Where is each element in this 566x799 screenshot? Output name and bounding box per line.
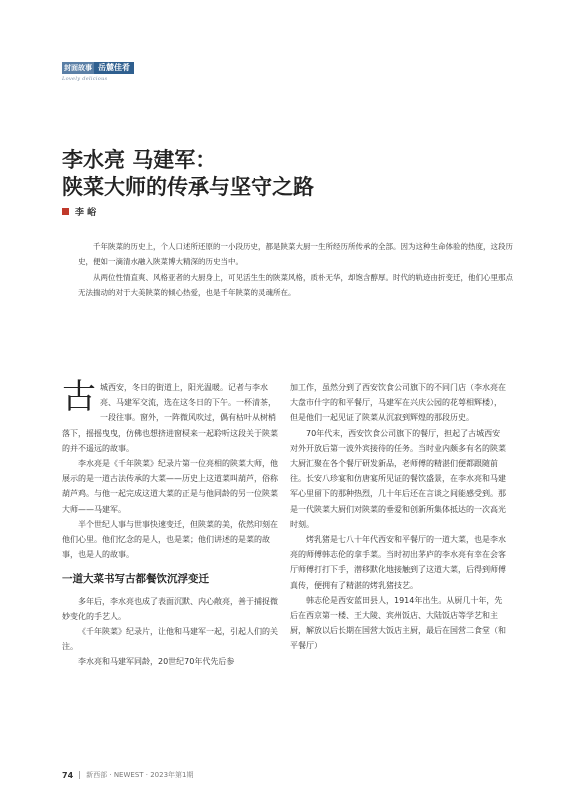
section-subheading: 一道大菜书写古都餐饮沉浮变迁 [62, 573, 209, 586]
drop-cap: 古 [62, 377, 96, 417]
section-tag-primary: 封面故事 [64, 64, 92, 72]
page-number: 74 [62, 770, 74, 780]
body-paragraph: 加工作，虽然分到了西安饮食公司旗下的不同门店（李水亮在大盘市什字的和平餐厅，马建军在兴庆公园的花萼相辉楼），但是他们一起见证了陕菜从沉寂到辉煌的那段历史。 [290, 383, 506, 423]
author-byline [62, 205, 96, 218]
section-tag-secondary: 岳麓佳肴 [94, 62, 134, 74]
lead-paragraph-1: 千年陕菜的历史上，个人口述所还原的一小段历史，都是陕菜大厨一生所经历所传承的全部。因为这种生命体验的热度，这段历史，便如一滴清水融入陕菜博大精深的历史当中。 [78, 242, 513, 266]
lead-paragraphs [78, 240, 518, 302]
body-column-right [290, 380, 508, 654]
section-tag [62, 62, 134, 74]
body-paragraph: 半个世纪人事与世事快速变迁，但陕菜的美，依然印刻在他们心里。他们忆念的是人，也是菜；他们讲述的是菜的故事，也是人的故事。 [62, 519, 278, 560]
body-column-left [62, 377, 280, 670]
article-title-line1: 李水亮 马建军： [62, 147, 217, 172]
body-paragraph: 70年代末，西安饮食公司旗下的餐厅，担起了古城西安对外开放后第一波外宾接待的任务。当时业内颇多有名的陕菜大厨汇聚在各个餐厅研发新品，老师傅的精湛们便都跟随前往。长安八珍宴和仿唐宴所见证的餐饮盛景，在李水亮和马建军心里留下的那种热烈，几十年后还在言谈之间能感受到。那是一代陕菜大厨们对陕菜的垂爱和创新所集体抵达的一次高光时刻。 [290, 428, 506, 529]
body-paragraph: 《千年陕菜》纪录片，让他和马建军一起，引起人们的关注。 [62, 627, 278, 652]
magazine-issue: 新西部 · NEWEST · 2023年第1期 [86, 771, 194, 779]
body-paragraph: 烤乳猪是七八十年代西安和平餐厅的一道大菜，也是李水亮的师傅韩志伦的拿手菜。当时初出茅庐的李水亮有幸在会客厅师傅打打下手，潜移默化地接触到了这道大菜，后得到师傅真传，便拥有了精湛的烤乳猪技艺。 [290, 535, 506, 590]
author-marker-icon [62, 208, 69, 215]
page-footer [62, 770, 193, 780]
article-title-line2: 陕菜大师的传承与坚守之路 [62, 174, 314, 199]
article-title [62, 146, 512, 200]
lead-paragraph-2: 从两位性情直爽、风格亚者的大厨身上，可见活生生的陕菜风格，质朴无华，却饱含醇厚。时代的轨迹由折变迁，他们心里那点无法揣动的对于大美陕菜的倾心热爱，也是千年陕菜的灵魂所在。 [78, 273, 513, 297]
section-tag-subtitle: Lovely delicious [62, 76, 108, 82]
footer-divider [79, 771, 80, 779]
body-paragraph: 多年后，李水亮也成了表面沉默、内心敞亮，善于捕捉微妙变化的手艺人。 [62, 596, 278, 621]
author-name: 李 峪 [75, 208, 97, 218]
body-paragraph: 李水亮是《千年陕菜》纪录片第一位亮相的陕菜大师，他展示的是一道古法传承的大菜——历史上这道菜叫葫芦，俗称葫芦鸡。与他一起完成这道大菜的正是与他同龄的另一位陕菜大师——马建军。 [62, 459, 278, 514]
body-paragraph: 古城西安，冬日的街道上，阳光温暖。记者与李水亮、马建军交流，选在这冬日的下午。一杯清茶，一段往事。窗外，一阵微风吹过，偶有枯叶从树梢落下，摇摇曳曳，仿佛也想挤进窗棂来一起聆听这段关于陕菜的并不遥远的故事。 [62, 377, 278, 453]
body-paragraph: 韩志伦是西安蓝田县人，1914年出生。从厨几十年，先后在西京第一楼、王大陵、宾州饭店、大陆饭店等学艺和主厨，解放以后长期在国营大饭店主厨，最后在国营二食堂（和平餐厅） [290, 595, 506, 651]
body-paragraph: 李水亮和马建军同龄，20世纪70年代先后参 [78, 657, 235, 667]
